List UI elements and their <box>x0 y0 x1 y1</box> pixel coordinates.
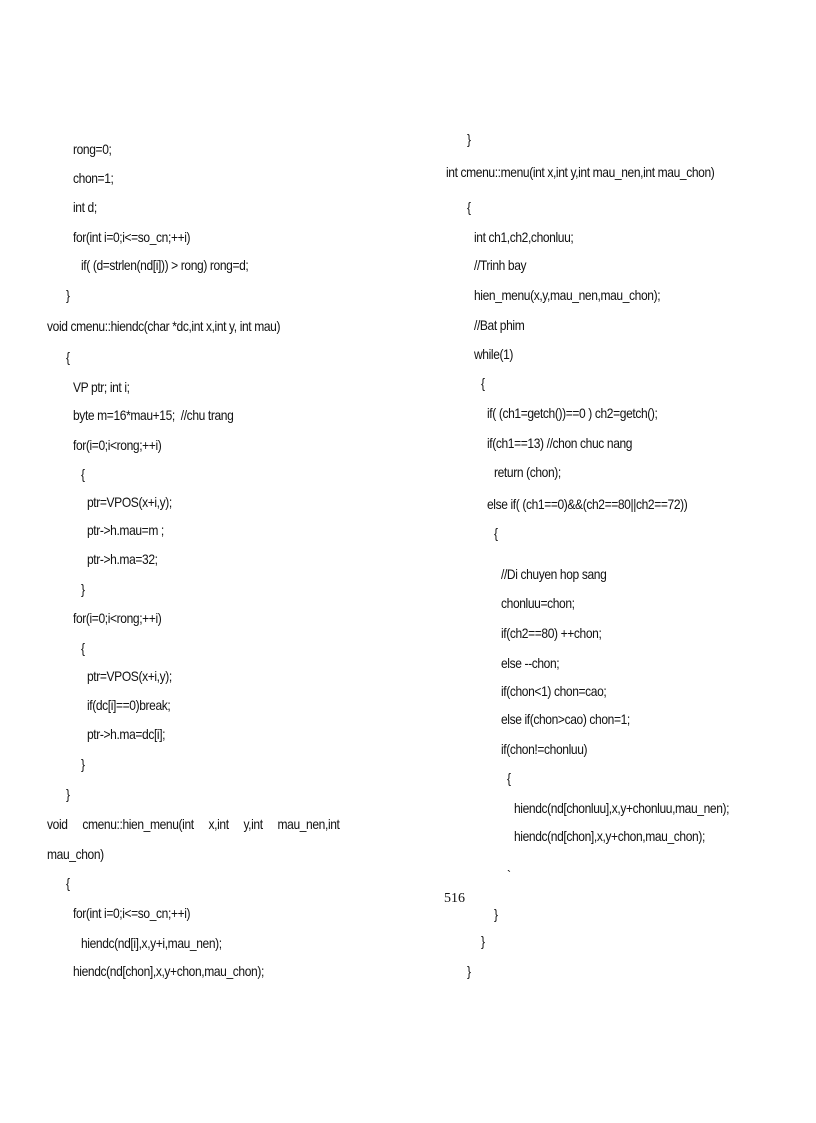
page-number: 516 <box>444 891 465 906</box>
code-line: if(chon<1) chon=cao; <box>501 683 607 699</box>
code-line: } <box>481 933 485 949</box>
code-line: { <box>81 640 85 656</box>
code-line: ` <box>507 867 511 883</box>
code-line: //Bat phim <box>474 317 525 333</box>
code-line: chonluu=chon; <box>501 595 575 611</box>
code-line: } <box>66 287 70 303</box>
code-line: for(int i=0;i<=so_cn;++i) <box>73 905 191 921</box>
code-line: { <box>467 199 471 215</box>
code-line: void cmenu::hien_menu(int x,int y,int mau_nen,int <box>47 816 340 832</box>
code-line: rong=0; <box>73 141 112 157</box>
code-line: { <box>494 525 498 541</box>
code-line: //Trinh bay <box>474 257 527 273</box>
code-line: } <box>467 131 471 147</box>
code-line: else if( (ch1==0)&&(ch2==80||ch2==72)) <box>487 496 688 512</box>
code-line: } <box>467 963 471 979</box>
code-line: { <box>66 875 70 891</box>
code-line: ptr=VPOS(x+i,y); <box>87 668 172 684</box>
code-line: byte m=16*mau+15; //chu trang <box>73 407 234 423</box>
code-line: if(chon!=chonluu) <box>501 741 588 757</box>
code-line: { <box>481 375 485 391</box>
code-line: } <box>81 756 85 772</box>
code-line: VP ptr; int i; <box>73 379 130 395</box>
code-line: ptr->h.ma=dc[i]; <box>87 726 166 742</box>
code-line: } <box>66 786 70 802</box>
code-line: } <box>81 581 85 597</box>
code-line: int cmenu::menu(int x,int y,int mau_nen,int mau_chon) <box>446 164 715 180</box>
code-line: mau_chon) <box>47 846 104 862</box>
code-line: { <box>81 466 85 482</box>
code-line: hiendc(nd[chon],x,y+chon,mau_chon); <box>73 963 264 979</box>
code-line: { <box>66 349 70 365</box>
code-line: else if(chon>cao) chon=1; <box>501 711 630 727</box>
code-line: int ch1,ch2,chonluu; <box>474 229 574 245</box>
code-line: hiendc(nd[chonluu],x,y+chonluu,mau_nen); <box>514 800 730 816</box>
code-line: for(i=0;i<rong;++i) <box>73 437 162 453</box>
code-line: return (chon); <box>494 464 561 480</box>
code-line: if( (ch1=getch())==0 ) ch2=getch(); <box>487 405 658 421</box>
code-line: else --chon; <box>501 655 560 671</box>
code-line: hiendc(nd[chon],x,y+chon,mau_chon); <box>514 828 705 844</box>
code-line: if(dc[i]==0)break; <box>87 697 171 713</box>
code-line: if(ch1==13) //chon chuc nang <box>487 435 633 451</box>
code-line: for(i=0;i<rong;++i) <box>73 610 162 626</box>
code-line: chon=1; <box>73 170 114 186</box>
code-line: hien_menu(x,y,mau_nen,mau_chon); <box>474 287 661 303</box>
code-line: while(1) <box>474 346 514 362</box>
code-line: if(ch2==80) ++chon; <box>501 625 602 641</box>
code-line: ptr->h.mau=m ; <box>87 522 164 538</box>
code-line: int d; <box>73 199 97 215</box>
code-line: { <box>507 770 511 786</box>
code-line: hiendc(nd[i],x,y+i,mau_nen); <box>81 935 222 951</box>
code-line: if( (d=strlen(nd[i])) > rong) rong=d; <box>81 257 249 273</box>
code-line: } <box>494 906 498 922</box>
code-line: ptr=VPOS(x+i,y); <box>87 494 172 510</box>
code-line: for(int i=0;i<=so_cn;++i) <box>73 229 191 245</box>
code-line: //Di chuyen hop sang <box>501 566 607 582</box>
code-line: ptr->h.ma=32; <box>87 551 158 567</box>
code-line: void cmenu::hiendc(char *dc,int x,int y, int mau) <box>47 318 281 334</box>
